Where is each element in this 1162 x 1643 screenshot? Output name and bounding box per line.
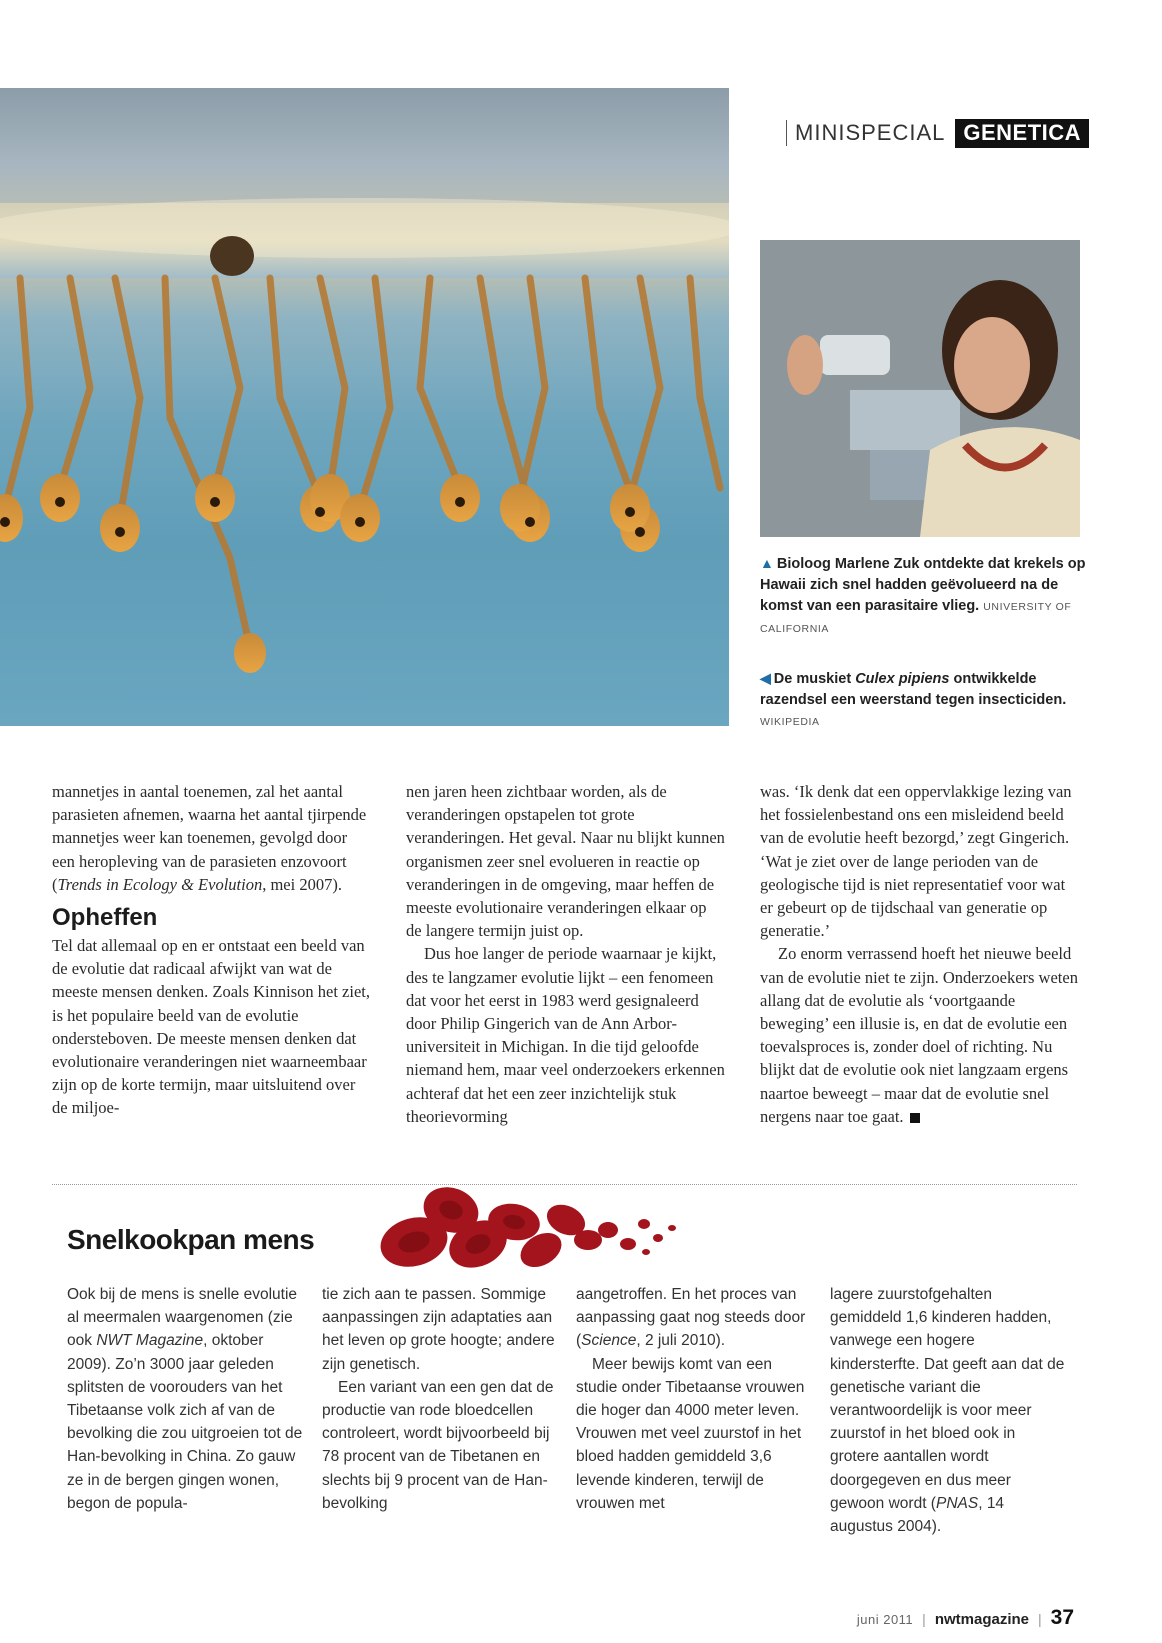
- sidebar-text: Ook bij de mens is snelle evolutie al meermalen waargenomen (zie ook: [67, 1286, 298, 1350]
- mosquito-species: Culex pipiens: [855, 671, 950, 687]
- sidebar-text: , 14 augustus 2004).: [830, 1494, 1005, 1536]
- portrait-caption-text: Bioloog Marlene Zuk ontdekte dat krekels op Hawaii zich snel hadden geëvolueerd na de komst van een parasitaire vlieg.: [760, 556, 1086, 614]
- article-column-1: [52, 780, 372, 1120]
- portrait-caption: [760, 553, 1090, 640]
- sidebar-paragraph: Meer bewijs komt van een studie onder Tibetaanse vrouwen die hoger dan 4000 meter leven. Vrouwen met veel zuurstof in het bloed hadden gemiddeld 3,6 levende kinderen, terwijl de vrouwen met: [576, 1355, 805, 1512]
- magazine-name: nwtmagazine: [934, 1611, 1029, 1628]
- caption-left-triangle-icon: ◀: [760, 670, 771, 686]
- sidebar-text: , 2 juli 2010).: [636, 1332, 726, 1350]
- article-paragraph: nen jaren heen zichtbaar worden, als de veranderingen opstapelen tot grote veranderingen. Het geval. Naar nu blijkt kunnen organismen zeer snel evolueren in reactie op veranderingen in de omgeving, maar heffen de meeste evolutionaire veranderingen elkaar op de langere termijn juist op.: [406, 782, 725, 941]
- article-paragraph: Dus hoe langer de periode waarnaar je kijkt, des te langzamer evolutie lijkt – een fenomeen dat voor het eerst in 1983 werd gesignaleerd door Philip Gingerich van de Ann Arbor-universiteit in Michigan. In die tijd geloofde niemand hem, maar veel onderzoekers erkennen achteraf dat het een zeer inzichtelijk stuk theorievorming: [406, 944, 725, 1126]
- source-citation: Trends in Ecology & Evolution: [57, 874, 263, 894]
- article-column-3: [760, 780, 1080, 1128]
- sidebar-paragraph: tie zich aan te passen. Sommige aanpassingen zijn adaptaties aan het leven op grote hoogte; andere zijn genetisch.: [322, 1286, 555, 1373]
- label-rule: [786, 120, 787, 146]
- caption-up-triangle-icon: ▲: [760, 555, 774, 571]
- article-text: , mei 2007).: [262, 874, 342, 894]
- minispecial-label: MINISPECIAL: [795, 120, 946, 145]
- sidebar-title: Snelkookpan mens: [67, 1224, 315, 1255]
- sidebar-text: lagere zuurstofgehalten gemiddeld 1,6 kinderen hadden, vanwege een hogere kindersterfte. Dat geeft aan dat de genetische variant die verantwoordelijk is voor meer zuurstof in het bloed ook in grotere aantallen wordt doorgegeven en dus meer gewoon wordt (: [830, 1286, 1065, 1512]
- page-footer: [857, 1606, 1074, 1630]
- end-mark-icon: [910, 1113, 920, 1123]
- footer-separator: |: [922, 1611, 926, 1627]
- page-number: 37: [1050, 1606, 1074, 1629]
- mosquito-caption-post: ontwikkelde razendsel een weerstand tegen insecticiden.: [760, 671, 1067, 708]
- sidebar-paragraph: [67, 1283, 303, 1515]
- mosquito-caption: [760, 668, 1090, 733]
- sidebar-column-4: [830, 1283, 1066, 1538]
- sidebar-column-2: [322, 1283, 558, 1515]
- sidebar-paragraph: [830, 1283, 1066, 1538]
- mosquito-caption-pre: De muskiet: [773, 671, 856, 687]
- issue-date: juni 2011: [856, 1612, 914, 1627]
- portrait-photo: [760, 240, 1080, 537]
- source-citation: Science: [581, 1332, 637, 1350]
- sidebar-text: , oktober 2009). Zo’n 3000 jaar geleden splitsten de voorouders van het Tibetaanse volk zich af van de bevolking die zou uitgroeien tot de Han-bevolking in China. Zo gauw ze in de bergen gingen wonen, begon de popula-: [67, 1332, 303, 1512]
- article-paragraph: was. ‘Ik denk dat een oppervlakkige lezing van het fossielenbestand ons een misleidend beeld van de evolutie heeft bezorgd,’ zegt Gingerich. ‘Wat je ziet over de lange perioden van de geologische tijd is niet representatief voor wat er gebeurt op de tijdschaal van generatie op generatie.’: [760, 782, 1072, 941]
- article-paragraph: [760, 942, 1080, 1128]
- sidebar-paragraph: Een variant van een gen dat de productie van rode bloedcellen controleert, wordt bijvoorbeeld bij 78 procent van de Tibetanen en slechts bij 9 procent van de Han-bevolking: [322, 1378, 554, 1512]
- sidebar-text: aangetroffen. En het proces van aanpassing gaat nog steeds door (: [576, 1286, 806, 1350]
- genetica-tag: GENETICA: [955, 119, 1089, 148]
- article-text: Zo enorm verrassend hoeft het nieuwe beeld van de evolutie niet te zijn. Onderzoekers weten allang dat de evolutie als ‘voortgaande beweging’ een illusie is, en dat de evolutie een toevalsproces is, zonder doel of richting. Nu blijkt dat de evolutie ook niet langzaam ergens naartoe beweegt – maar dat de evolutie snel nergens naar toe gaat.: [760, 944, 1078, 1126]
- section-heading: Opheffen: [52, 904, 158, 932]
- mosquito-credit: WIKIPEDIA: [760, 716, 820, 728]
- sidebar-column-1: [67, 1283, 303, 1515]
- article-column-2: [406, 780, 726, 1128]
- article-text: mannetjes in aantal toenemen, zal het aantal parasieten afnemen, waarna het aantal tjirpende mannetjes weer kan toenemen, gevolgd door een heropleving van de parasieten enzovoort (: [52, 782, 367, 894]
- article-paragraph: Tel dat allemaal op en er ontstaat een beeld van de evolutie dat radicaal afwijkt van wat de meeste mensen denken. Zoals Kinnison het ziet, is het populaire beeld van de evolutie ondersteboven. De meeste mensen denken dat evolutionaire veranderingen niet waarneembaar zijn op de korte termijn, maar uitsluitend over de miljoe-: [52, 936, 370, 1118]
- article-paragraph: [52, 780, 372, 896]
- footer-separator: |: [1038, 1611, 1042, 1627]
- blood-cells-illustration: [376, 1182, 696, 1287]
- mosquito-larvae-photo: [0, 88, 729, 726]
- source-citation: PNAS: [935, 1494, 979, 1512]
- sidebar-column-3: [576, 1283, 812, 1515]
- source-citation: NWT Magazine: [96, 1332, 204, 1350]
- sidebar-paragraph: [576, 1283, 812, 1353]
- portrait-credit: UNIVERSITY OF CALIFORNIA: [760, 601, 1072, 635]
- section-label: [786, 118, 1089, 148]
